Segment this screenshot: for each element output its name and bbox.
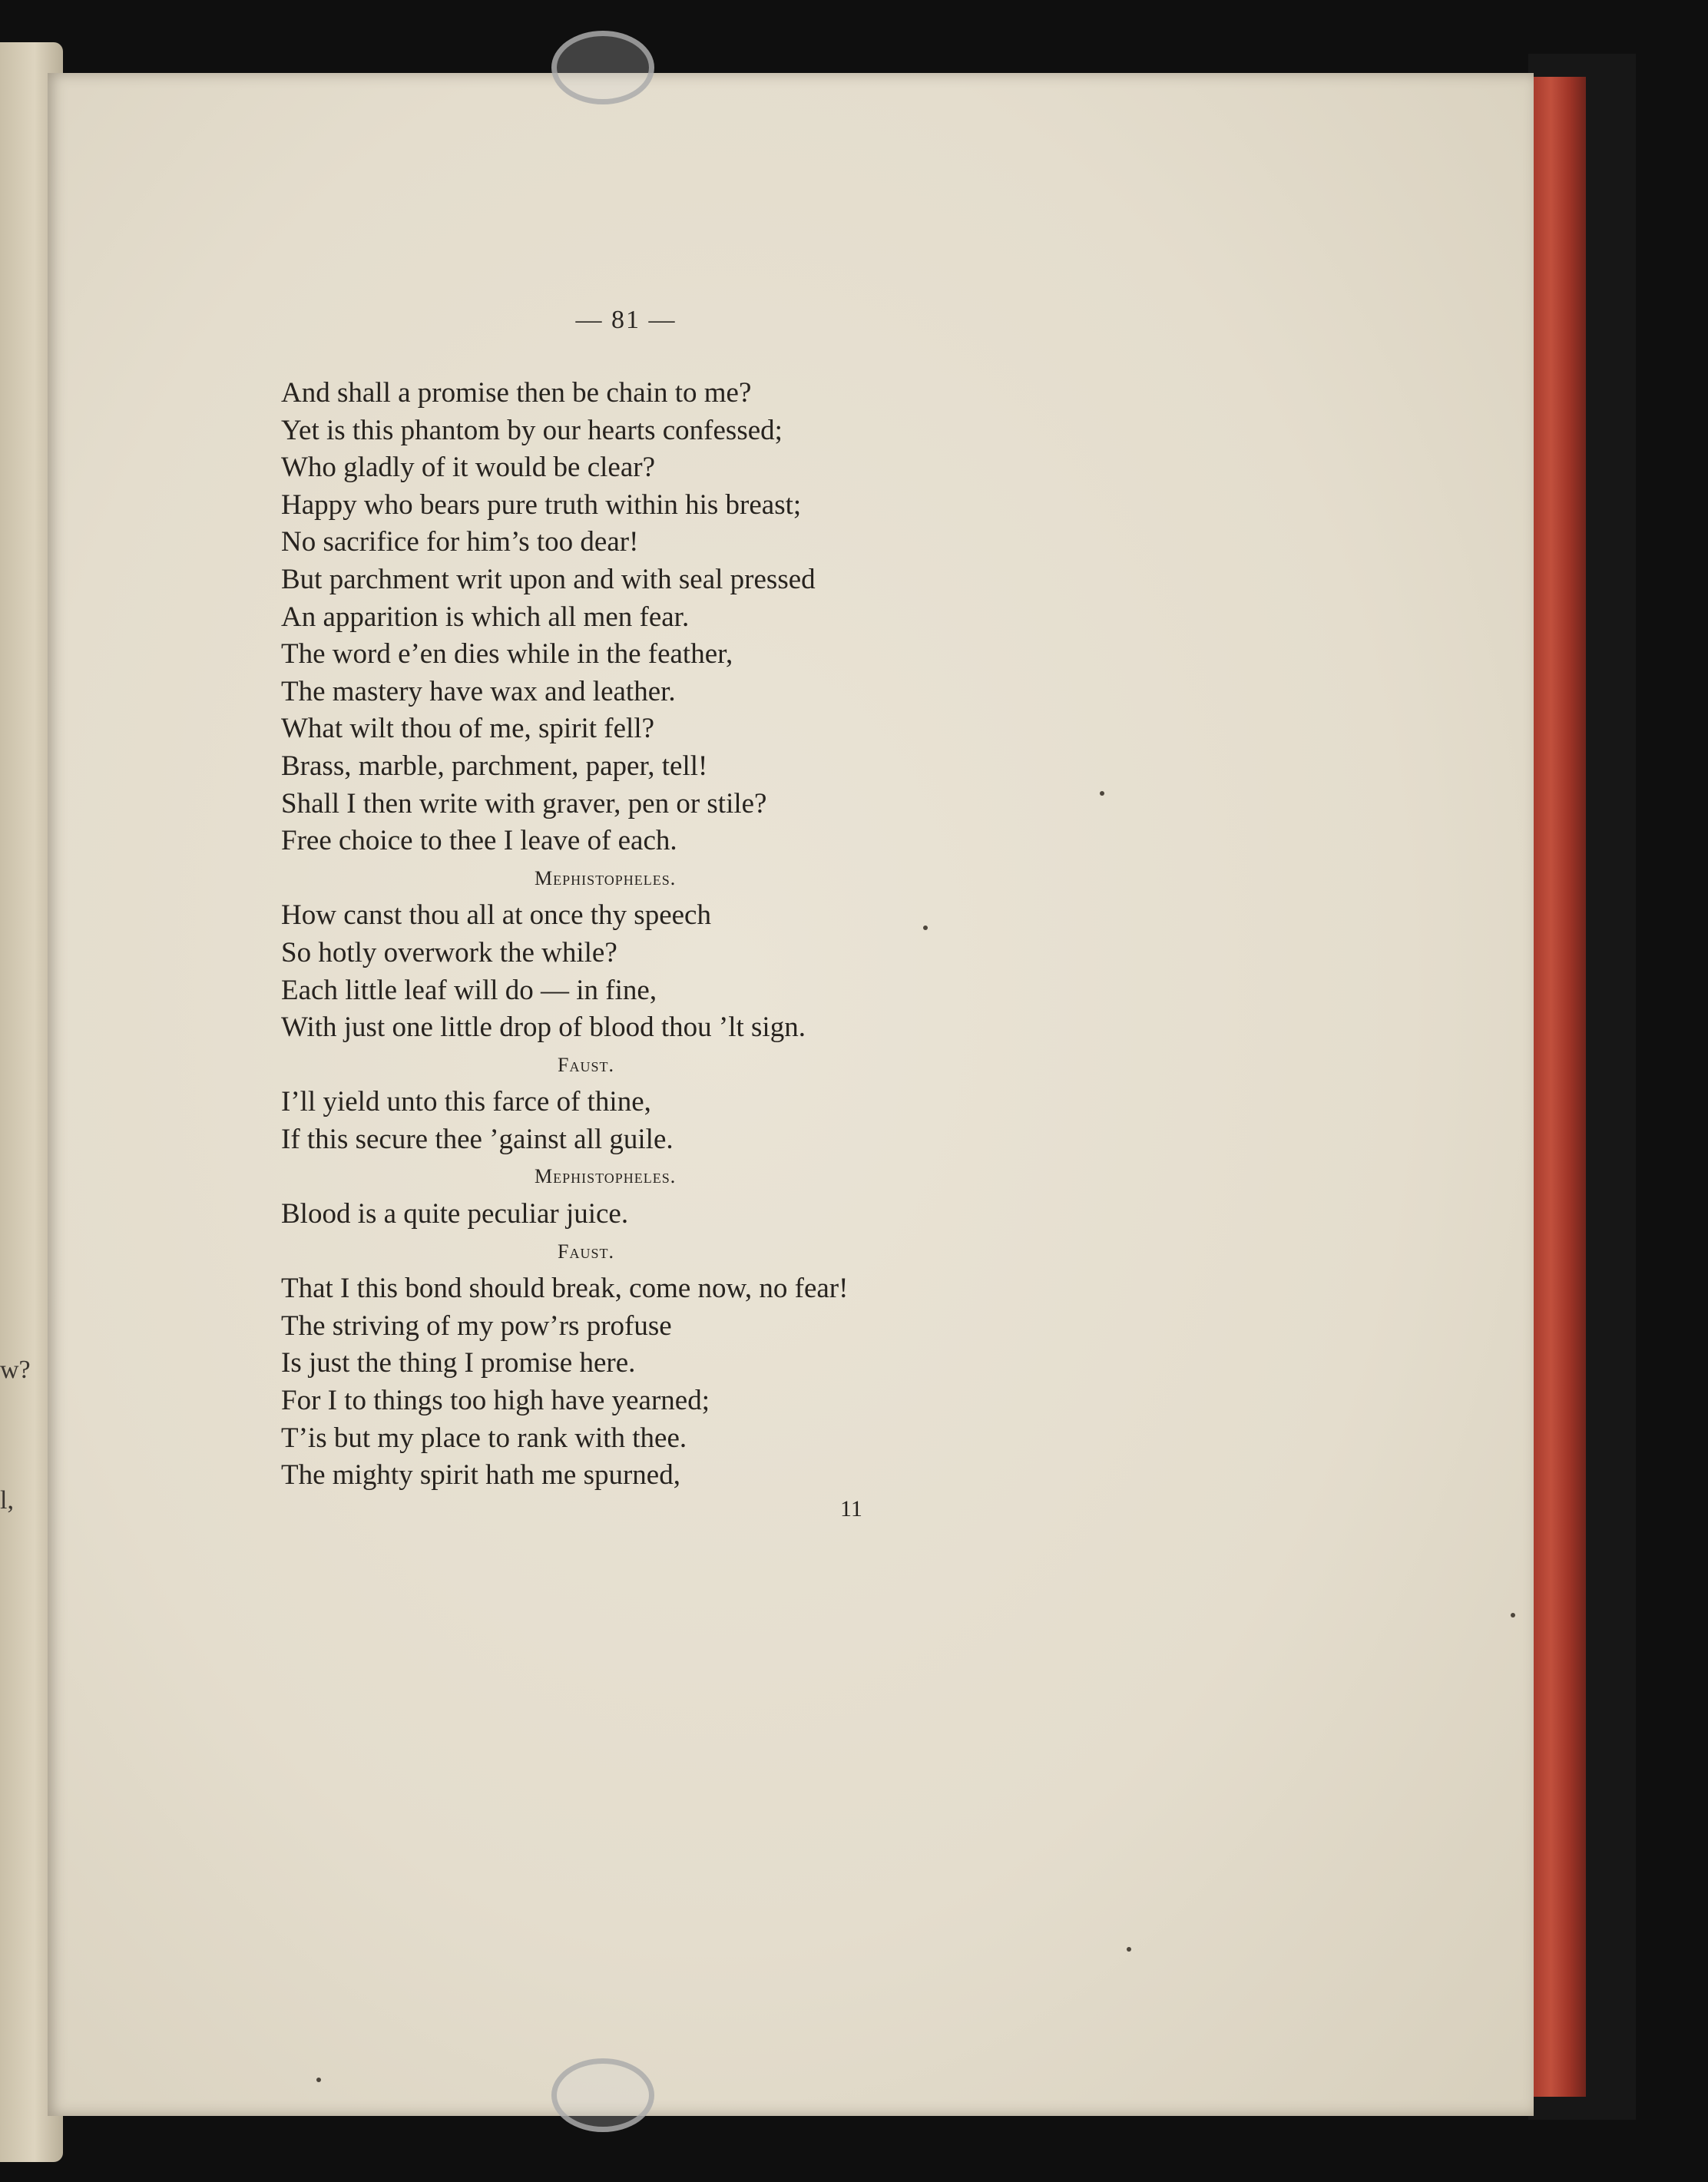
speaker-heading: Mephistopheles. [535,866,677,889]
paper-speck [316,2078,321,2082]
verse-line: Shall I then write with graver, pen or stile? [281,787,767,819]
running-head-page-number: — 81 — [575,306,677,334]
verse-line: For I to things too high have yearned; [281,1385,710,1417]
verse-line: The mastery have wax and leather. [281,675,676,707]
verse-line: The word e’en dies while in the feather, [281,638,733,670]
verse-line: I’ll yield unto this farce of thine, [281,1086,651,1118]
verse-line: And shall a promise then be chain to me? [281,377,752,409]
verse-line: Who gladly of it would be clear? [281,452,655,484]
verse-line: No sacrifice for him’s too dear! [281,526,639,558]
verse-line: That I this bond should break, come now, no fear! [281,1273,849,1305]
paper-speck [1127,1947,1131,1952]
verse-line: Each little leaf will do — in fine, [281,974,657,1006]
verse-line: The mighty spirit hath me spurned, [281,1459,680,1492]
paper-speck [1511,1613,1515,1617]
verse-line: Is just the thing I promise here. [281,1347,636,1379]
verse-line: How canst thou all at once thy speech [281,899,711,932]
verse-line: So hotly overwork the while? [281,936,617,968]
verse-line: What wilt thou of me, spirit fell? [281,713,655,745]
page-clip-top [551,31,654,104]
verse-line: Brass, marble, parchment, paper, tell! [281,750,708,782]
page-clip-bottom [551,2058,654,2132]
verse-line: The striving of my pow’rs profuse [281,1310,672,1342]
signature-mark: 11 [840,1496,862,1521]
speaker-heading: Faust. [558,1240,614,1263]
verse-line: Happy who bears pure truth within his breast; [281,488,802,521]
prev-page-fragment: l, [0,1486,14,1515]
verse-line: With just one little drop of blood thou ’lt sign. [281,1012,806,1044]
verse-line: Free choice to thee I leave of each. [281,825,677,857]
verse-line: T’is but my place to rank with thee. [281,1422,687,1454]
verse-line: Yet is this phantom by our hearts confessed; [281,414,783,446]
speaker-heading: Mephistopheles. [535,1165,677,1188]
verse-line: But parchment writ upon and with seal pressed [281,563,816,595]
speaker-heading: Faust. [558,1053,614,1076]
red-page-edges [1532,77,1586,2097]
verse-line: Blood is a quite peculiar juice. [281,1198,629,1230]
verse-line: An apparition is which all men fear. [281,601,690,633]
paper-speck [1100,791,1104,796]
prev-page-fragment: w? [0,1356,31,1384]
verse-text [281,375,1049,1495]
verse-line: If this secure thee ’gainst all guile. [281,1123,674,1155]
